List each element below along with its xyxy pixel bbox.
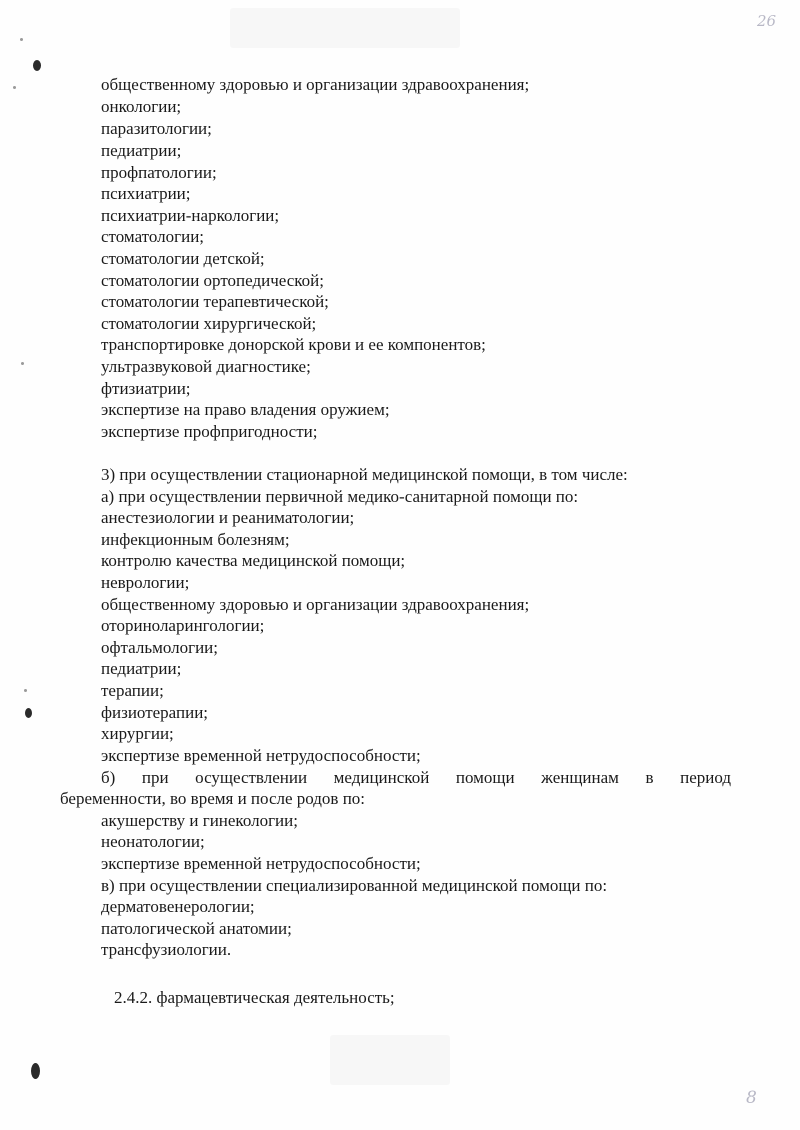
text-line: хирургии; [101,724,174,743]
text-line-justified: б) при осуществлении медицинской помощи женщинам в период [101,768,731,787]
text-line: экспертизе временной нетрудоспособности; [101,746,421,765]
text-line: педиатрии; [101,141,182,160]
binder-hole-mark [31,1063,40,1079]
text-line: анестезиологии и реаниматологии; [101,508,355,527]
text-line: неврологии; [101,573,190,592]
bleed-through-mark [230,8,460,48]
text-line: оториноларингологии; [101,616,265,635]
text-line: экспертизе на право владения оружием; [101,400,390,419]
text-line: терапии; [101,681,164,700]
text-line: фтизиатрии; [101,379,191,398]
binder-hole-mark [25,708,32,718]
text-line: профпатологии; [101,163,217,182]
text-line: трансфузиологии. [101,940,232,959]
text-line: стоматологии терапевтической; [101,292,329,311]
text-line: стоматологии хирургической; [101,314,317,333]
scan-speck [20,38,23,41]
text-line: педиатрии; [101,659,182,678]
text-line: паразитологии; [101,119,212,138]
bleed-through-mark [330,1035,450,1085]
text-line: психиатрии-наркологии; [101,206,280,225]
text-line: инфекционным болезням; [101,530,290,549]
text-line: акушерству и гинекологии; [101,811,298,830]
text-line: транспортировке донорской крови и ее компонентов; [101,335,486,354]
text-line: 3) при осуществлении стационарной медицинской помощи, в том числе: [101,465,628,484]
page-number-top: 26 [757,12,777,30]
section-heading: 2.4.2. фармацевтическая деятельность; [114,988,395,1007]
text-line: стоматологии детской; [101,249,265,268]
text-line: физиотерапии; [101,703,209,722]
text-line: а) при осуществлении первичной медико-санитарной помощи по: [101,487,579,506]
text-line: беременности, во время и после родов по: [60,789,366,808]
text-line: экспертизе временной нетрудоспособности; [101,854,421,873]
text-line: онкологии; [101,97,182,116]
scan-speck [13,86,16,89]
binder-hole-mark [33,60,41,71]
text-line: стоматологии; [101,227,205,246]
text-line: экспертизе профпригодности; [101,422,318,441]
text-line: ультразвуковой диагностике; [101,357,311,376]
text-line: психиатрии; [101,184,191,203]
text-line: стоматологии ортопедической; [101,271,324,290]
text-line: в) при осуществлении специализированной медицинской помощи по: [101,876,608,895]
text-line: дерматовенерологии; [101,897,255,916]
page-number-bottom: 8 [746,1088,757,1108]
text-line: патологической анатомии; [101,919,292,938]
text-line: общественному здоровью и организации здравоохранения; [101,595,530,614]
scan-speck [24,689,27,692]
scan-speck [21,362,24,365]
text-line: общественному здоровью и организации здравоохранения; [101,75,530,94]
text-line: контролю качества медицинской помощи; [101,551,406,570]
text-line: неонатологии; [101,832,205,851]
text-line: офтальмологии; [101,638,218,657]
